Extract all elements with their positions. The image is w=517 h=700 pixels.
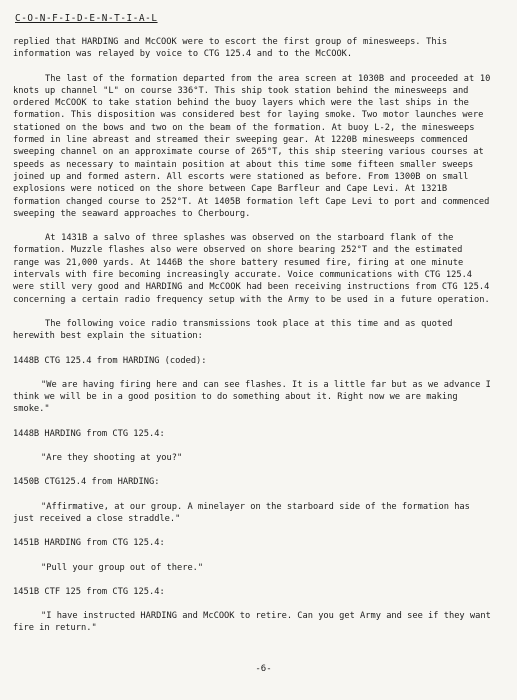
transmission-text: "I have instructed HARDING and McCOOK to retire. Can you get Army and see if they want fire in return." [13, 611, 491, 634]
paragraph-radio-intro: The following voice radio transmissions took place at this time and as quoted herewith best explain the situation: [13, 318, 453, 342]
classification-marking: C-O-N-F-I-D-E-N-T-I-A-L [15, 13, 158, 24]
transmission-text: "Are they shooting at you?" [41, 453, 183, 464]
transmission-header: 1450B CTG125.4 from HARDING: [13, 477, 160, 488]
transmission-header: 1451B CTF 125 from CTG 125.4: [13, 586, 165, 597]
transmission-text: "Affirmative, at our group. A minelayer on the starboard side of the formation has just received a close straddle." [13, 501, 470, 524]
transmission-header: 1451B HARDING from CTG 125.4: [13, 538, 165, 549]
page-number: -6- [255, 664, 272, 674]
transmission-text: "Pull your group out of there." [41, 562, 204, 573]
paragraph-continuation: replied that HARDING and McCOOK were to escort the first group of minesweeps. This information was relayed by voice to CTG 125.4 and to the McCOOK. [13, 37, 448, 60]
paragraph-formation-departure: The last of the formation departed from the area screen at 1030B and proceeded at 10 knots up channel "L" on course 336°T. This ship took station behind the minesweeps and ordered McCOOK to take station behind the buoy layers which were the last ships in the formation. This disposition was considered best for laying smoke. Two motor launches were stationed on the bows and two on the beam of the formation. At buoy L-2, the minesweeps formed in line abreast and streamed their sweeping gear. At 1220B minesweeps commenced sweeping channel on an approximate course of 265°T, this ship steering various courses at speeds as necessary to maintain position at about this time some fifteen smaller sweeps joined up and formed astern. All escorts were stationed as before. From 1300B on small explosions were noticed on the shore between Cape Barfleur and Cape Levi. At 1321B formation changed course to 252°T. At 1405B formation left Cape Levi to port and commenced sweeping the seaward approaches to Cherbourg. [13, 73, 491, 219]
paragraph-salvo-observed: At 1431B a salvo of three splashes was observed on the starboard flank of the formation. Muzzle flashes also were observed on shore bearing 252°T and the estimated range was 21,000 yards. At 1446B the shore battery resumed fire, firing at one minute intervals with fire becoming increasingly accurate. Voice communications with CTG 125.4 were still very good and HARDING and McCOOK had been receiving instructions from CTG 125.4 concerning a certain radio frequency setup with the Army to be used in a future operation. [13, 233, 490, 305]
transmission-text: "We are having firing here and can see flashes. It is a little far but as we advance I think we will be in a good position to do something about it. Right now we are making smoke." [13, 379, 491, 415]
transmission-header: 1448B CTG 125.4 from HARDING (coded): [13, 355, 207, 366]
transmission-header: 1448B HARDING from CTG 125.4: [13, 428, 165, 439]
